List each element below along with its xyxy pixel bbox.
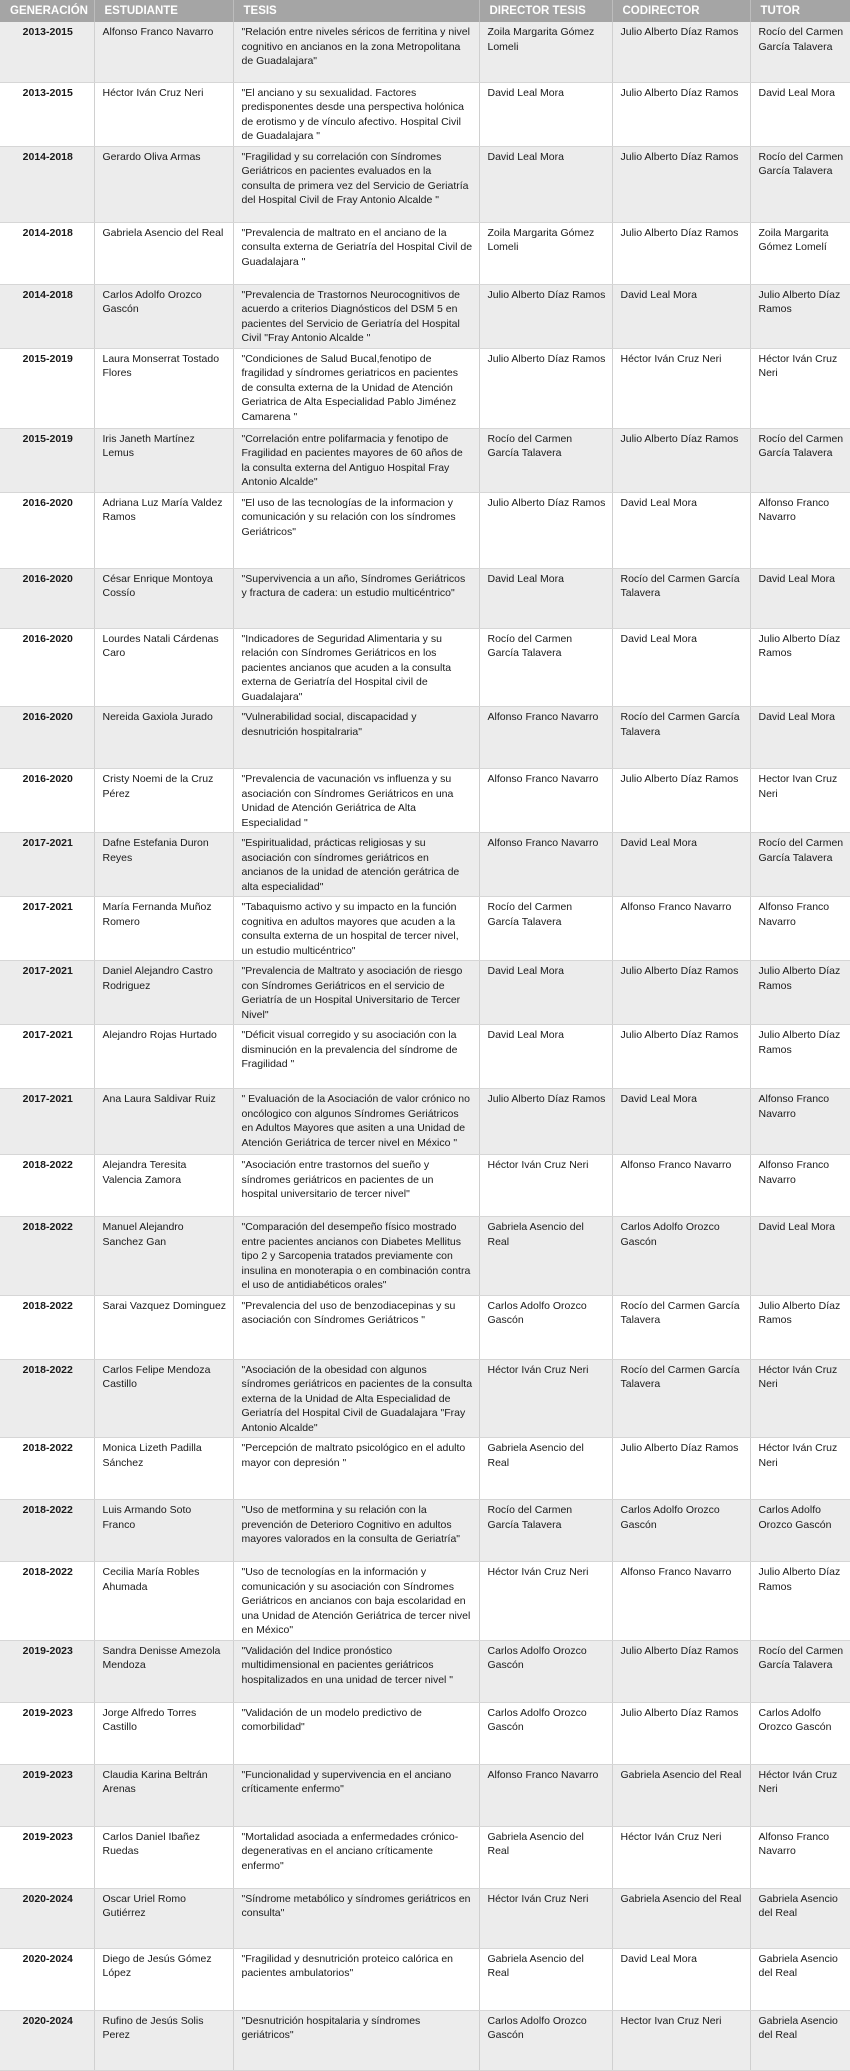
cell-tesis: " Evaluación de la Asociación de valor crónico no oncólogico con algunos Síndromes Geriátricos en Adultos Mayores que asiten a una Unidad de Atención Geriátrica de tercer nivel en México " xyxy=(233,1089,479,1155)
cell-tesis: "Correlación entre polifarmacia y fenotipo de Fragilidad en pacientes mayores de 60 años de la consulta externa del Antiguo Hospital Fray Antonio Alcalde" xyxy=(233,428,479,492)
cell-tutor: Gabriela Asencio del Real xyxy=(750,1948,850,2010)
cell-tutor: Alfonso Franco Navarro xyxy=(750,1155,850,1217)
cell-codirector: Rocío del Carmen García Talavera xyxy=(612,568,750,628)
cell-director: Julio Alberto Díaz Ramos xyxy=(479,348,612,428)
cell-director: Héctor Iván Cruz Neri xyxy=(479,1888,612,1948)
cell-director: Carlos Adolfo Orozco Gascón xyxy=(479,1640,612,1702)
cell-tutor: Alfonso Franco Navarro xyxy=(750,1826,850,1888)
cell-codirector: Julio Alberto Díaz Ramos xyxy=(612,1702,750,1764)
cell-codirector: Alfonso Franco Navarro xyxy=(612,897,750,961)
cell-codirector: Carlos Adolfo Orozco Gascón xyxy=(612,1500,750,1562)
cell-director: Carlos Adolfo Orozco Gascón xyxy=(479,1702,612,1764)
cell-generacion: 2014-2018 xyxy=(0,222,94,284)
cell-tesis: "Relación entre niveles séricos de ferritina y nivel cognitivo en ancianos en la zona Metropolitana de Guadalajara" xyxy=(233,22,479,82)
cell-estudiante: Rufino de Jesús Solis Perez xyxy=(94,2010,233,2070)
table-row xyxy=(0,707,850,769)
cell-tesis: "Síndrome metabólico y síndromes geriátricos en consulta" xyxy=(233,1888,479,1948)
cell-estudiante: Cecilia María Robles Ahumada xyxy=(94,1562,233,1641)
cell-estudiante: Gabriela Asencio del Real xyxy=(94,222,233,284)
table-row xyxy=(0,833,850,897)
cell-codirector: David Leal Mora xyxy=(612,833,750,897)
cell-codirector: Alfonso Franco Navarro xyxy=(612,1562,750,1641)
cell-generacion: 2014-2018 xyxy=(0,146,94,222)
cell-director: Héctor Iván Cruz Neri xyxy=(479,1155,612,1217)
col-header-tutor: TUTOR xyxy=(750,0,850,22)
cell-tesis: "Validación de un modelo predictivo de comorbilidad" xyxy=(233,1702,479,1764)
cell-codirector: Julio Alberto Díaz Ramos xyxy=(612,1438,750,1500)
table-row xyxy=(0,961,850,1025)
cell-director: Rocío del Carmen García Talavera xyxy=(479,1500,612,1562)
cell-tesis: "Uso de tecnologías en la información y comunicación y su asociación con Síndromes Geriátricos en ancianos con baja escolaridad en una Unidad de Atención Geriátrica de tercer nivel en México" xyxy=(233,1562,479,1641)
cell-estudiante: César Enrique Montoya Cossío xyxy=(94,568,233,628)
cell-tesis: "Comparación del desempeño físico mostrado entre pacientes ancianos con Diabetes Mellitus tipo 2 y Sarcopenia tratados previamente con insulina en monoterapia o en combinación contra el uso de antidiabéticos orales" xyxy=(233,1217,479,1296)
cell-generacion: 2018-2022 xyxy=(0,1217,94,1296)
cell-tutor: Rocío del Carmen García Talavera xyxy=(750,833,850,897)
table-row xyxy=(0,492,850,568)
cell-generacion: 2019-2023 xyxy=(0,1826,94,1888)
cell-tesis: "Asociación de la obesidad con algunos síndromes geriátricos en pacientes de la consulta externa de la Unidad de Alta Especialidad de Geriatría del Hospital Civil de Guadalajara "Fray Antonio Alcalde" xyxy=(233,1359,479,1438)
cell-director: Rocío del Carmen García Talavera xyxy=(479,428,612,492)
cell-tutor: Julio Alberto Díaz Ramos xyxy=(750,1295,850,1359)
cell-estudiante: Sarai Vazquez Dominguez xyxy=(94,1295,233,1359)
cell-estudiante: Laura Monserrat Tostado Flores xyxy=(94,348,233,428)
cell-tutor: Alfonso Franco Navarro xyxy=(750,1089,850,1155)
cell-codirector: Julio Alberto Díaz Ramos xyxy=(612,82,750,146)
table-row xyxy=(0,1764,850,1826)
cell-codirector: Carlos Adolfo Orozco Gascón xyxy=(612,1217,750,1296)
cell-estudiante: Adriana Luz María Valdez Ramos xyxy=(94,492,233,568)
cell-estudiante: María Fernanda Muñoz Romero xyxy=(94,897,233,961)
cell-generacion: 2017-2021 xyxy=(0,1089,94,1155)
cell-generacion: 2016-2020 xyxy=(0,568,94,628)
cell-director: Alfonso Franco Navarro xyxy=(479,769,612,833)
cell-estudiante: Gerardo Oliva Armas xyxy=(94,146,233,222)
table-row xyxy=(0,82,850,146)
cell-tesis: "Mortalidad asociada a enfermedades crónico-degenerativas en el anciano críticamente enfermo" xyxy=(233,1826,479,1888)
cell-codirector: David Leal Mora xyxy=(612,1089,750,1155)
cell-tesis: "Percepción de maltrato psicológico en el adulto mayor con depresión " xyxy=(233,1438,479,1500)
cell-codirector: Héctor Iván Cruz Neri xyxy=(612,348,750,428)
cell-tutor: Héctor Iván Cruz Neri xyxy=(750,1359,850,1438)
cell-estudiante: Sandra Denisse Amezola Mendoza xyxy=(94,1640,233,1702)
cell-estudiante: Jorge Alfredo Torres Castillo xyxy=(94,1702,233,1764)
cell-generacion: 2016-2020 xyxy=(0,628,94,707)
cell-tutor: Héctor Iván Cruz Neri xyxy=(750,1764,850,1826)
cell-estudiante: Daniel Alejandro Castro Rodriguez xyxy=(94,961,233,1025)
cell-tesis: "Fragilidad y desnutrición proteico calórica en pacientes ambulatorios" xyxy=(233,1948,479,2010)
cell-estudiante: Claudia Karina Beltrán Arenas xyxy=(94,1764,233,1826)
cell-generacion: 2017-2021 xyxy=(0,1025,94,1089)
cell-generacion: 2018-2022 xyxy=(0,1295,94,1359)
cell-director: Alfonso Franco Navarro xyxy=(479,833,612,897)
cell-tutor: Carlos Adolfo Orozco Gascón xyxy=(750,1500,850,1562)
table-row xyxy=(0,1438,850,1500)
cell-codirector: Rocío del Carmen García Talavera xyxy=(612,1295,750,1359)
cell-estudiante: Diego de Jesús Gómez López xyxy=(94,1948,233,2010)
cell-generacion: 2017-2021 xyxy=(0,897,94,961)
table-row xyxy=(0,428,850,492)
cell-estudiante: Alfonso Franco Navarro xyxy=(94,22,233,82)
cell-tesis: "Validación del Indice pronóstico multidimensional en pacientes geriátricos hospitalizados en una unidad de tercer nivel " xyxy=(233,1640,479,1702)
table-row xyxy=(0,1702,850,1764)
cell-director: Carlos Adolfo Orozco Gascón xyxy=(479,2010,612,2070)
table-row xyxy=(0,348,850,428)
cell-tesis: "Prevalencia de Trastornos Neurocognitivos de acuerdo a criterios Diagnósticos del DSM 5 en pacientes del Servicio de Geriatría del Hospital Civil "Fray Antonio Alcalde " xyxy=(233,284,479,348)
cell-generacion: 2013-2015 xyxy=(0,82,94,146)
cell-director: Héctor Iván Cruz Neri xyxy=(479,1562,612,1641)
col-header-director: DIRECTOR TESIS xyxy=(479,0,612,22)
cell-estudiante: Lourdes Natali Cárdenas Caro xyxy=(94,628,233,707)
cell-codirector: Rocío del Carmen García Talavera xyxy=(612,1359,750,1438)
table-row xyxy=(0,22,850,82)
table-row xyxy=(0,1025,850,1089)
cell-director: David Leal Mora xyxy=(479,961,612,1025)
cell-codirector: Julio Alberto Díaz Ramos xyxy=(612,961,750,1025)
cell-codirector: Julio Alberto Díaz Ramos xyxy=(612,769,750,833)
cell-estudiante: Dafne Estefania Duron Reyes xyxy=(94,833,233,897)
cell-tutor: Julio Alberto Díaz Ramos xyxy=(750,1562,850,1641)
cell-tesis: "Indicadores de Seguridad Alimentaria y su relación con Síndromes Geriátricos en los pacientes ancianos que acuden a la consulta externa de Geriatría del Hospital civil de Guadalajara" xyxy=(233,628,479,707)
cell-tutor: Julio Alberto Díaz Ramos xyxy=(750,628,850,707)
cell-tutor: Gabriela Asencio del Real xyxy=(750,1888,850,1948)
col-header-tesis: TESIS xyxy=(233,0,479,22)
cell-tutor: David Leal Mora xyxy=(750,82,850,146)
table-row xyxy=(0,1359,850,1438)
cell-tesis: "Asociación entre trastornos del sueño y síndromes geriátricos en pacientes de un hospital universitario de tercer nivel" xyxy=(233,1155,479,1217)
table-row xyxy=(0,2010,850,2070)
cell-tesis: "Condiciones de Salud Bucal,fenotipo de fragilidad y síndromes geriatricos en pacientes de consulta externa de la Unidad de Atención Geriatrica de Alta Especialidad Pablo Jiménez Camarena " xyxy=(233,348,479,428)
cell-generacion: 2017-2021 xyxy=(0,961,94,1025)
cell-director: Gabriela Asencio del Real xyxy=(479,1948,612,2010)
cell-tesis: "Déficit visual corregido y su asociación con la disminución en la prevalencia del síndrome de Fragilidad " xyxy=(233,1025,479,1089)
cell-codirector: Héctor Iván Cruz Neri xyxy=(612,1826,750,1888)
cell-director: Julio Alberto Díaz Ramos xyxy=(479,1089,612,1155)
cell-tesis: "Vulnerabilidad social, discapacidad y desnutrición hospitalraria" xyxy=(233,707,479,769)
table-row xyxy=(0,1826,850,1888)
table-row xyxy=(0,1500,850,1562)
table-row xyxy=(0,628,850,707)
col-header-generacion: GENERACIÓN xyxy=(0,0,94,22)
cell-tesis: "Espiritualidad, prácticas religiosas y su asociación con síndromes geriátricos en ancianos de la unidad de atención gerátrica de alta especialidad" xyxy=(233,833,479,897)
cell-tesis: "Funcionalidad y supervivencia en el anciano críticamente enfermo" xyxy=(233,1764,479,1826)
cell-estudiante: Carlos Adolfo Orozco Gascón xyxy=(94,284,233,348)
cell-codirector: David Leal Mora xyxy=(612,1948,750,2010)
cell-director: Gabriela Asencio del Real xyxy=(479,1438,612,1500)
cell-tutor: Rocío del Carmen García Talavera xyxy=(750,146,850,222)
cell-estudiante: Monica Lizeth Padilla Sánchez xyxy=(94,1438,233,1500)
cell-estudiante: Alejandra Teresita Valencia Zamora xyxy=(94,1155,233,1217)
table-row xyxy=(0,1155,850,1217)
cell-generacion: 2020-2024 xyxy=(0,2010,94,2070)
cell-tutor: Julio Alberto Díaz Ramos xyxy=(750,961,850,1025)
cell-generacion: 2016-2020 xyxy=(0,492,94,568)
cell-tesis: "Prevalencia del uso de benzodiacepinas y su asociación con Síndromes Geriátricos " xyxy=(233,1295,479,1359)
cell-tutor: Gabriela Asencio del Real xyxy=(750,2010,850,2070)
cell-tutor: David Leal Mora xyxy=(750,568,850,628)
cell-director: Rocío del Carmen García Talavera xyxy=(479,628,612,707)
cell-director: Gabriela Asencio del Real xyxy=(479,1217,612,1296)
cell-director: David Leal Mora xyxy=(479,568,612,628)
cell-director: Alfonso Franco Navarro xyxy=(479,1764,612,1826)
cell-generacion: 2019-2023 xyxy=(0,1764,94,1826)
cell-codirector: Julio Alberto Díaz Ramos xyxy=(612,222,750,284)
cell-director: David Leal Mora xyxy=(479,82,612,146)
cell-director: David Leal Mora xyxy=(479,146,612,222)
cell-estudiante: Cristy Noemi de la Cruz Pérez xyxy=(94,769,233,833)
cell-tesis: "El uso de las tecnologías de la informacion y comunicación y su relación con los síndromes Geriátricos" xyxy=(233,492,479,568)
cell-codirector: David Leal Mora xyxy=(612,628,750,707)
cell-director: David Leal Mora xyxy=(479,1025,612,1089)
table-row xyxy=(0,1640,850,1702)
cell-tutor: David Leal Mora xyxy=(750,707,850,769)
cell-generacion: 2018-2022 xyxy=(0,1438,94,1500)
cell-director: Julio Alberto Díaz Ramos xyxy=(479,284,612,348)
cell-generacion: 2018-2022 xyxy=(0,1359,94,1438)
table-row xyxy=(0,897,850,961)
cell-tutor: Carlos Adolfo Orozco Gascón xyxy=(750,1702,850,1764)
cell-tutor: Hector Ivan Cruz Neri xyxy=(750,769,850,833)
cell-generacion: 2019-2023 xyxy=(0,1640,94,1702)
cell-generacion: 2016-2020 xyxy=(0,769,94,833)
cell-generacion: 2018-2022 xyxy=(0,1562,94,1641)
cell-tutor: Julio Alberto Díaz Ramos xyxy=(750,284,850,348)
table-row xyxy=(0,568,850,628)
cell-estudiante: Oscar Uriel Romo Gutiérrez xyxy=(94,1888,233,1948)
header-row xyxy=(0,0,850,22)
cell-tesis: "Desnutrición hospitalaria y síndromes geriátricos" xyxy=(233,2010,479,2070)
cell-tutor: Héctor Iván Cruz Neri xyxy=(750,348,850,428)
cell-codirector: Julio Alberto Díaz Ramos xyxy=(612,146,750,222)
cell-tutor: Alfonso Franco Navarro xyxy=(750,897,850,961)
cell-tutor: Alfonso Franco Navarro xyxy=(750,492,850,568)
cell-estudiante: Nereida Gaxiola Jurado xyxy=(94,707,233,769)
cell-estudiante: Alejandro Rojas Hurtado xyxy=(94,1025,233,1089)
table-row xyxy=(0,1217,850,1296)
cell-codirector: Alfonso Franco Navarro xyxy=(612,1155,750,1217)
cell-director: Rocío del Carmen García Talavera xyxy=(479,897,612,961)
col-header-codirector: CODIRECTOR xyxy=(612,0,750,22)
cell-tutor: Zoila Margarita Gómez Lomelí xyxy=(750,222,850,284)
cell-codirector: Julio Alberto Díaz Ramos xyxy=(612,428,750,492)
cell-estudiante: Manuel Alejandro Sanchez Gan xyxy=(94,1217,233,1296)
cell-tutor: Rocío del Carmen García Talavera xyxy=(750,1640,850,1702)
table-row xyxy=(0,222,850,284)
cell-tesis: "Fragilidad y su correlación con Síndromes Geriátricos en pacientes evaluados en la consulta de primera vez del Servicio de Geriatría del Hospital Civil de Fray Antonio Alcalde " xyxy=(233,146,479,222)
cell-generacion: 2020-2024 xyxy=(0,1948,94,2010)
cell-estudiante: Luis Armando Soto Franco xyxy=(94,1500,233,1562)
cell-codirector: Julio Alberto Díaz Ramos xyxy=(612,22,750,82)
cell-codirector: Hector Ivan Cruz Neri xyxy=(612,2010,750,2070)
cell-generacion: 2015-2019 xyxy=(0,348,94,428)
cell-tesis: "Prevalencia de Maltrato y asociación de riesgo con Síndromes Geriátricos en el servicio de Geriatría de un Hospital Universitario de Tercer Nivel" xyxy=(233,961,479,1025)
table-body xyxy=(0,22,850,2070)
cell-director: Gabriela Asencio del Real xyxy=(479,1826,612,1888)
cell-codirector: Gabriela Asencio del Real xyxy=(612,1888,750,1948)
cell-generacion: 2013-2015 xyxy=(0,22,94,82)
cell-estudiante: Iris Janeth Martínez Lemus xyxy=(94,428,233,492)
cell-codirector: David Leal Mora xyxy=(612,492,750,568)
cell-codirector: Gabriela Asencio del Real xyxy=(612,1764,750,1826)
cell-codirector: Julio Alberto Díaz Ramos xyxy=(612,1025,750,1089)
table-row xyxy=(0,1089,850,1155)
cell-generacion: 2017-2021 xyxy=(0,833,94,897)
cell-generacion: 2018-2022 xyxy=(0,1155,94,1217)
cell-generacion: 2016-2020 xyxy=(0,707,94,769)
cell-director: Julio Alberto Díaz Ramos xyxy=(479,492,612,568)
cell-tesis: "Uso de metformina y su relación con la prevención de Deterioro Cognitivo en adultos mayores valorados en la consulta de Geriatría" xyxy=(233,1500,479,1562)
cell-tutor: David Leal Mora xyxy=(750,1217,850,1296)
cell-tutor: Héctor Iván Cruz Neri xyxy=(750,1438,850,1500)
cell-codirector: Julio Alberto Díaz Ramos xyxy=(612,1640,750,1702)
table-row xyxy=(0,1295,850,1359)
cell-generacion: 2020-2024 xyxy=(0,1888,94,1948)
cell-director: Héctor Iván Cruz Neri xyxy=(479,1359,612,1438)
cell-codirector: Rocío del Carmen García Talavera xyxy=(612,707,750,769)
cell-estudiante: Héctor Iván Cruz Neri xyxy=(94,82,233,146)
col-header-estudiante: ESTUDIANTE xyxy=(94,0,233,22)
cell-codirector: David Leal Mora xyxy=(612,284,750,348)
cell-director: Zoila Margarita Gómez Lomeli xyxy=(479,222,612,284)
cell-director: Alfonso Franco Navarro xyxy=(479,707,612,769)
table-row xyxy=(0,1562,850,1641)
cell-tesis: "Prevalencia de maltrato en el anciano de la consulta externa de Geriatría del Hospital Civil de Guadalajara " xyxy=(233,222,479,284)
cell-director: Zoila Margarita Gómez Lomeli xyxy=(479,22,612,82)
cell-tutor: Rocío del Carmen García Talavera xyxy=(750,428,850,492)
cell-estudiante: Carlos Felipe Mendoza Castillo xyxy=(94,1359,233,1438)
table-row xyxy=(0,1888,850,1948)
cell-estudiante: Ana Laura Saldivar Ruiz xyxy=(94,1089,233,1155)
table-row xyxy=(0,284,850,348)
cell-generacion: 2018-2022 xyxy=(0,1500,94,1562)
cell-tutor: Julio Alberto Díaz Ramos xyxy=(750,1025,850,1089)
table-row xyxy=(0,1948,850,2010)
cell-estudiante: Carlos Daniel Ibañez Ruedas xyxy=(94,1826,233,1888)
cell-tesis: "Supervivencia a un año, Síndromes Geriátricos y fractura de cadera: un estudio multicéntrico" xyxy=(233,568,479,628)
cell-generacion: 2019-2023 xyxy=(0,1702,94,1764)
cell-tesis: "El anciano y su sexualidad. Factores predisponentes desde una perspectiva holónica de erotismo y de vínculo afectivo. Hospital Civil de Guadalajara " xyxy=(233,82,479,146)
cell-director: Carlos Adolfo Orozco Gascón xyxy=(479,1295,612,1359)
cell-tutor: Rocío del Carmen García Talavera xyxy=(750,22,850,82)
table-row xyxy=(0,146,850,222)
cell-tesis: "Tabaquismo activo y su impacto en la función cognitiva en adultos mayores que acuden a la consulta externa de un hospital de tercer nivel, un estudio multicéntrico" xyxy=(233,897,479,961)
table-row xyxy=(0,769,850,833)
cell-generacion: 2014-2018 xyxy=(0,284,94,348)
cell-generacion: 2015-2019 xyxy=(0,428,94,492)
cell-tesis: "Prevalencia de vacunación vs influenza y su asociación con Síndromes Geriátricos en una Unidad de Atención Geriátrica de Alta Especialidad " xyxy=(233,769,479,833)
